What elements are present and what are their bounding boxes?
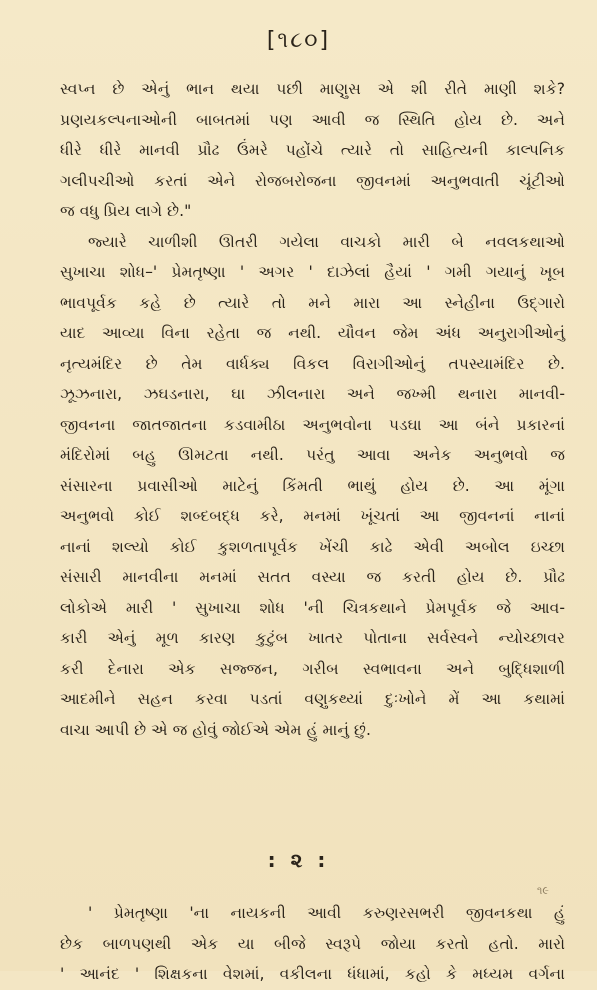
text-line: ગલીપચીઓ કરતાં એને રોજબરોજના જીવનમાં અનુભવાતી ચૂંટીઓ: [60, 171, 565, 190]
paragraph-2: [60, 227, 565, 746]
text-line: વાચા આપી છે એ જ હોવું જોઈએ એમ હું માનું છું.: [60, 720, 371, 739]
text-line: સ્વપ્ન છે એનું ભાન થયા પછી માણુસ એ શી રીતે માણી શકે?: [60, 80, 565, 98]
text-line: ભાવપૂર્વક કહે છે ત્યારે તો મને મારા આ સ્નેહીના ઉદ્ગારો: [60, 293, 565, 312]
paragraph-3: [60, 898, 565, 990]
text-line: અનુભવો કોઈ શબ્દબદ્ધ કરે, મનમાં ખૂંચતાં આ જીવનનાં નાનાં: [60, 507, 565, 525]
text-line: કારી એનું મૂળ કારણ કુટુંબ ખાતર પોતાના સર્વસ્વને ન્યોચ્છાવર: [60, 629, 565, 647]
text-line: નાનાં શલ્યો કોઈ કુશળતાપૂર્વક ખેંચી કાઢે એવી અબોલ ઇચ્છા: [60, 537, 565, 556]
margin-note: ૧૯: [537, 884, 549, 897]
text-line: કરી દેનારા એક સજ્જન, ગરીબ સ્વભાવના અને બુદ્ધિશાળી: [60, 659, 565, 678]
text-line: યાદ આવ્યા વિના રહેતા જ નથી. યૌવન જેમ અંધ અનુરાગીઓનું: [60, 324, 565, 342]
section-number: : ૨ :: [267, 848, 330, 872]
text-line: આદમીને સહન કરવા પડતાં વણુકથ્યાં દુઃખોને મેં આ કથામાં: [60, 690, 565, 708]
text-line: પ્રણયકલ્પનાઓની બાબતમાં પણ આવી જ સ્થિતિ હોય છે. અને: [60, 110, 565, 129]
text-line: જ્યારે ચાળીશી ઊતરી ગયેલા વાચકો મારી બે નવલકથાઓ: [88, 232, 565, 251]
text-line: જ વધુ પ્રિય લાગે છે.": [60, 202, 192, 220]
text-line: લોકોએ મારી ' સુખાચા શોધ 'ની ચિત્રકથાને પ્રેમપૂર્વક જે આવ-: [60, 598, 565, 617]
section-text: [60, 898, 565, 990]
body-text: [60, 74, 565, 745]
page-number: [૧૮૦]: [266, 28, 331, 53]
text-line: મંદિરોમાં બહુ ઊમટતા નથી. પરંતુ આવા અનેક અનુભવો જ: [60, 446, 565, 464]
text-line: સંસારના પ્રવાસીઓ માટેનું કિંમતી ભાથું હોય છે. આ મૂંગા: [60, 476, 565, 495]
text-line: છેક બાળપણથી એક યા બીજે સ્વરૂપે જોયા કરતો હતો. મારો: [60, 934, 565, 953]
text-line: ધીરે ધીરે માનવી પ્રૌઢ ઉંમરે પહોંચે ત્યારે તો સાહિત્યની કાલ્પનિક: [60, 141, 565, 159]
text-line: ' આનંદ ' શિક્ષકના વેશમાં, વકીલના ધંધામાં, કહો કે મધ્યમ વર્ગના: [60, 965, 565, 983]
text-line: ' પ્રેમતૃષ્ણા 'ના નાયકની આવી કરુણરસભરી જીવનકથા હું: [88, 904, 565, 922]
text-line: નૃત્યમંદિર છે તેમ વાર્ધક્ય વિકલ વિરાગીઓનું તપસ્યામંદિર છે.: [60, 354, 565, 373]
text-line: ઝૂઝનારા, ઝઘડનારા, ઘા ઝીલનારા અને જખ્મી થનારા માનવી-: [60, 385, 565, 403]
text-line: સંસારી માનવીના મનમાં સતત વસ્યા જ કરતી હોય છે. પ્રૌઢ: [60, 568, 565, 586]
paragraph-1: [60, 74, 565, 227]
text-line: સુખાચા શોધ–' પ્રેમતૃષ્ણા ' અગર ' દાઝેલાં હૈયાં ' ગમી ગયાનું ખૂબ: [60, 263, 565, 281]
text-line: જીવનના જાતજાતના કડવામીઠા અનુભવોના પડઘા આ બંને પ્રકારનાં: [60, 415, 565, 434]
